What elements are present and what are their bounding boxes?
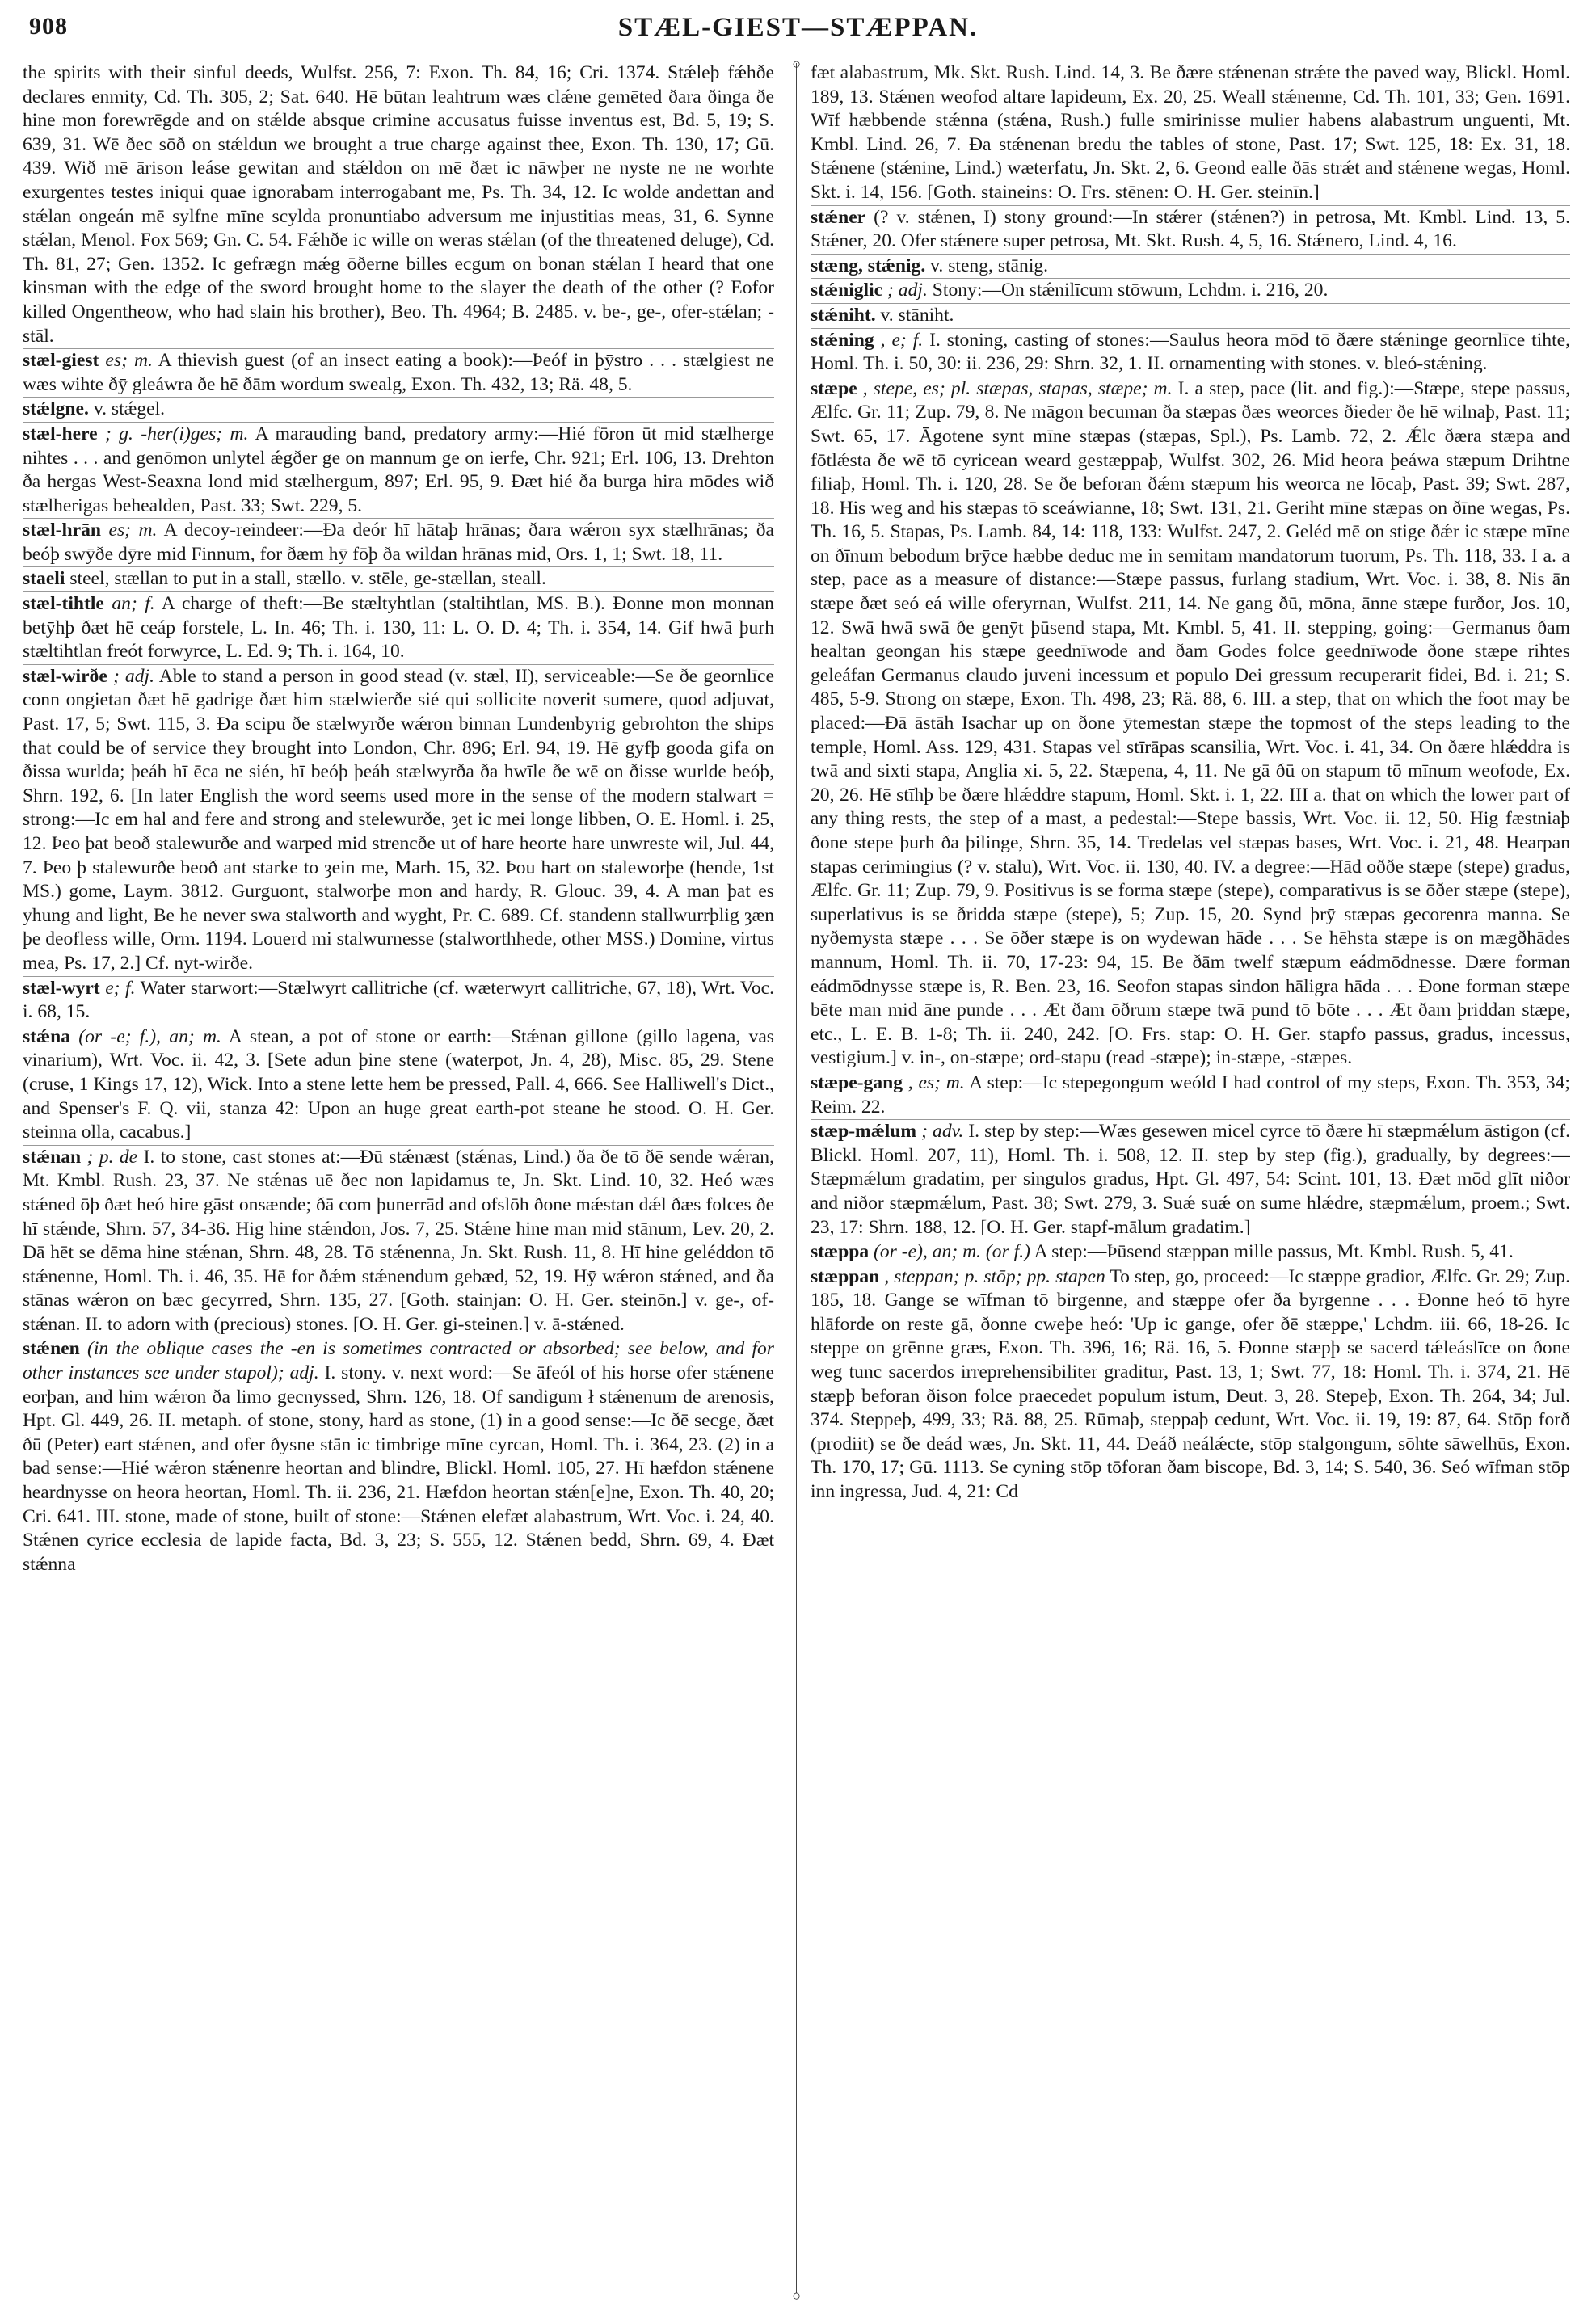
entry-headword: stæppa: [811, 1241, 870, 1263]
entry-text: A decoy-reindeer:—Ða deór hī hātaþ hrānas; ðara wǽron syx stælhrānas; ða beóþ swȳðe dȳre mid Finnum, for ðæm hȳ fōþ ða wildan hrānas mid, Ors. 1, 1; Swt. 18, 11.: [23, 520, 774, 565]
entry-headword: stæppan: [811, 1265, 880, 1287]
entry-text: (? v. stǽnen, I) stony ground:—In stǽrer (stǽnen?) in petrosa, Mt. Kmbl. Lind. 13, 5. Stǽner, 20. Ofer stǽnere super petrosa, Mt. Skt. Rush. 4, 5, 16. Stǽnero, Lind. 4, 16.: [811, 206, 1570, 252]
dictionary-entry: [23, 566, 774, 591]
running-title: STÆL-GIEST—STÆPPAN.: [617, 13, 979, 42]
entry-text: Able to stand a person in good stead (v. stæl, II), serviceable:—Se ðe geornlīce conn ongietan ðæt hē gadrige ðæt him stælwierðe sié qui sollicite noverit sumere, quod adjuvat, Past. 17, 5; Swt. 115, 3. Ða scipu ðe stælwyrðe wǽron binnan Lundenbyrig gebrohton the ships that could be of service they brought into London, Chr. 896; Erl. 94, 19. Hē gyfþ gooda gifa on ðissa wurlda; þeáh hī ēca ne sién, hī beóþ þeáh stælwyrða ða hwīle ðe wē on ðisse wurlde beóþ, Shrn. 192, 6. [In later English the word seems used more in the sense of the modern stalwart = strong:—Ic em hal and fere and strong and stelewurðe, ȝet ic mei longe libben, O. E. Homl. i. 25, 12. Þeo þat beoð stalewurðe and warped mid strencðe ut of hare heorte hare unwreste wil, Jul. 44, 7. Þeo þ stalewurðe beoð ant starke to ȝein me, Marh. 15, 32. Þou hart on staleworþe (hende, 1st MS.) gome, Laym. 3812. Gurguont, stalworþe mon and hardy, R. Glouc. 39, 4. A man þat es yhung and light, Be he never swa stalworth and wyght, Pr. C. 689. Cf. standenn stallwurrþlig ȝæn þe deofless wille, Orm. 1194. Louerd mi stalwurnesse (stalworthhede, other MSS.) Domine, virtus mea, Ps. 17, 2.] Cf. nyt-wirðe.: [23, 665, 774, 974]
entry-headword: stǽniht.: [811, 304, 876, 326]
entry-grammar: es; m.: [108, 520, 158, 541]
dictionary-entry: [23, 976, 774, 1025]
dictionary-entry: [811, 1119, 1570, 1240]
entry-text: v. stǽgel.: [93, 398, 166, 420]
entry-text: steel, stællan to put in a stall, stællo. v. stēle, ge-stællan, steall.: [69, 568, 546, 590]
column-divider: [796, 63, 797, 2293]
entry-text: I. to stone, cast stones at:—Ðū stǽnæst (stǽnas, Lind.) ða ðe tō ðē sende wǽran, Mt. Kmbl. Rush. 23, 37. Ne stǽnas uē ðec non lapidamus te, Jn. Skt. Lind. 10, 32. Heó wæs stǽned ōþ ðæt heó hire gāst onsænde; ðā com þunerrād and ofslōh ðone mǽstan dǽl ðæs folces ðe hī stǽnde, Shrn. 57, 34-36. Hig hine stǽndon, Jos. 7, 25. Stǽne hine man mid stānum, Lev. 20, 2. Ðā hēt se dēma hine stǽnan, Shrn. 48, 28. Tō stǽnenna, Jn. Skt. Rush. 11, 8. Hī hine geléddon tō stǽnenne, Homl. Th. i. 46, 35. Hē for ðǽm stǽnendum gebæd, 52, 19. Hȳ wǽron stǽned, and ða stānas wǽron on bæc gecyrred, Shrn. 135, 27. [Goth. stainjan: O. H. Ger. steinōn.] v. ge-, of-stǽnan. II. to adorn with (precious) stones. [O. H. Ger. gi-steinen.] v. ā-stǽned.: [23, 1146, 774, 1335]
dictionary-entry: [23, 1145, 774, 1337]
dictionary-entry: [23, 397, 774, 422]
entry-headword: stæng, stǽnig.: [811, 255, 926, 276]
entry-grammar: ; adj.: [112, 665, 154, 687]
dictionary-entry: [811, 303, 1570, 328]
entry-headword: staeli: [23, 568, 65, 590]
entry-text: A stean, a pot of stone or earth:—Stǽnan gillone (gillo lagena, vas vinarium), Wrt. Voc. ii. 42, 3. [Sete adun þine stene (waterpot, Jn. 4, 28), Misc. 85, 29. Stene (cruse, 1 Kings 17, 12), Wick. Into a stene lette hem be pressed, Pall. 4, 666. See Halliwell's Dict., and Spenser's F. Q. vii, stanza 42: Upon an huge great earth-pot steane he stood. O. H. Ger. steinna olla, cacabus.]: [23, 1025, 774, 1143]
entry-headword: stǽnen: [23, 1338, 80, 1360]
dictionary-entry: [23, 348, 774, 397]
entry-grammar: , e; f.: [880, 329, 924, 351]
entry-headword: stæl-hrān: [23, 520, 102, 541]
dictionary-entry: [811, 205, 1570, 254]
dictionary-entry: [23, 591, 774, 664]
entry-headword: stǽlgne.: [23, 398, 89, 420]
dictionary-entry: [811, 61, 1570, 205]
entry-grammar: , stepe, es; pl. stæpas, stapas, stæpe; m.: [862, 377, 1173, 399]
entry-text: A charge of theft:—Be stæltyhtlan (staltihtlan, MS. B.). Ðonne mon monnan betȳhþ ðæt hē ceáp forstele, L. In. 46; Th. i. 130, 11: L. O. D. 4; Th. i. 354, 14. Gif hwā þurh stæltihtlan freót forwyrce, L. Ed. 9; Th. i. 164, 10.: [23, 593, 774, 663]
dictionary-entry: [23, 518, 774, 566]
entry-grammar: , steppan; p. stōp; pp. stapen: [884, 1265, 1105, 1287]
left-column: [23, 61, 774, 2300]
entry-text: A step:—Þūsend stæppan mille passus, Mt. Kmbl. Rush. 5, 41.: [1034, 1241, 1514, 1263]
entry-grammar: e; f.: [105, 977, 136, 999]
entry-headword: stæpe: [811, 377, 857, 399]
dictionary-entry: [811, 1240, 1570, 1265]
entry-grammar: (in the oblique cases the -en is sometimes contracted or absorbed; see below, and for other instances see under stapol); adj.: [23, 1338, 774, 1384]
dictionary-entry: [23, 422, 774, 518]
entry-text: v. stāniht.: [880, 304, 954, 326]
dictionary-entry: [811, 328, 1570, 377]
entry-text: A marauding band, predatory army:—Hié fōron ūt mid stælherge nihtes . . . and genōmon unlytel ǽgðer ge on mannum ge on ierfe, Chr. 921; Erl. 106, 13. Drehton ða hergas West-Seaxna lond mid stælhergum, 897; Erl. 95, 9. Ðæt hié ða burga hira mōdes wið stælherigas behealden, Past. 33; Swt. 229, 5.: [23, 423, 774, 516]
dictionary-entry: [23, 61, 774, 348]
entry-text: I. a step, pace (lit. and fig.):—Stæpe, stepe passus, Ælfc. Gr. 11; Zup. 79, 8. Ne māgon becuman ða stæpas ðæs weorces ðieder ðe hē wilnaþ, Past. 11; Swt. 65, 17. Āgotene synt mīne stæpas (stæpas, Spl.), Ps. Lamb. 72, 2. Ǽlc ðæra stæpa and fōtlǽsta ðe wē tō cyricean weard gestæppaþ, Wulfst. 302, 26. Mid heora þeáwa stæpum Drihtne filiaþ, Homl. Th. i. 120, 28. Se ðe beforan ðǽm stæpum his weorca ne lōcaþ, Past. 39; Swt. 287, 18. His weg and his stæpas tō sceáwianne, 18; Swt. 131, 21. Geriht mīne stæpas on ðīne wegas, Ps. Th. 16, 5. Stapas, Ps. Lamb. 84, 14: 118, 133: Wulfst. 247, 2. Geléd mē on stige ðǽr ic stæpe mīne on ðīnum bebodum brȳce hæbbe deduc me in semitam mandatorum tuorum, Ps. Th. 118, 33. I a. a step, pace as a measure of distance:—Stæpe passus, furlang stadium, Wrt. Voc. i. 38, 8. Nis ān stæpe ðæt seó eá wille oferyrnan, Wulfst. 211, 14. Ne gang ðū, mōna, ānne stæpe furðor, Jos. 10, 12. Swā hwā swā ðe genȳt þūsend stapa, Mt. Kmbl. 5, 41. II. stepping, going:—Germanus ðam healtan geongan his stæpe geednīwode and ðam Godes folce geednīwode ðone stæpe rihtes geleáfan Germanus claudo juveni incessum et populo Dei gressum recuperarit fidei, Bd. i. 21; S. 485, 5-9. Strong on stæpe, Exon. Th. 498, 23; Rä. 88, 6. III. a step, that on which the foot may be placed:—Ðā āstāh Isachar up on ðone ȳtemestan stæpe the topmost of the steps leading to the temple, Homl. Ass. 129, 431. Stapas vel stīrāpas scansilia, Wrt. Voc. i. 41, 34. On ðære hlǽddra is twā and sixti stapa, Anglia xi. 5, 22. Stæpena, 4, 11. Ne gā ðū on stapum tō mīnum weofode, Ex. 20, 26. Hē stīhþ be ðære hlǽddre stapum, Homl. Skt. i. 1, 22. III a. that on which the lower part of any thing rests, the step of a mast, a pedestal:—Stepe bassis, Wrt. Voc. ii. 12, 50. Hig fæstniaþ ðone stepe þurh ða þilinge, Shrn. 35, 14. Tredelas vel stæpas bases, Wrt. Voc. i. 21, 48. Hearpan stapas cerimingius (? v. stalu), Wrt. Voc. ii. 130, 40. IV. a degree:—Hād oððe stæpe (stepe) gradus, Ælfc. Gr. 11; Zup. 79, 9. Positivus is se forma stæpe (stepe), comparativus is se ōðer stæpe (stepe), superlativus is se ðridda stæpe (stepe), 5; Zup. 15, 20. Synd þrȳ stæpas gecorenra manna. Se nyðemysta stæpe . . . Se ōðer stæpe is on wydewan hāde . . . Se hēhsta stæpe is on mægðhādes mannum, Homl. Th. ii. 70, 17-23: 94, 15. Be ðām twelf stæpum eádmōdnesse. Ðære forman eádmōdnysse stæpe is, R. Ben. 23, 16. Seofon stapas sindon hāligra hāda . . . Ðone forman stæpe bēte man mid āne punde . . . Æt ðam ōðrum stæpe twā pund tō bōte . . . Æt ðam þriddan stæpe, etc., L. E. B. 1-8; Th. ii. 240, 242. [O. Frs. stap: O. H. Ger. stapfo passus, gradus, incessus, vestigium.] v. in-, on-stæpe; ord-stapu (read -stæpe); in-stæpe, -stæpes.: [811, 377, 1570, 1069]
dictionary-entry: [811, 254, 1570, 279]
entry-text: A step:—Ic stepegongum weóld I had control of my steps, Exon. Th. 353, 34; Reim. 22.: [811, 1071, 1570, 1118]
dictionary-entry: [23, 1337, 774, 1576]
entry-text: Stony:—On stǽnilīcum stōwum, Lchdm. i. 216, 20.: [932, 280, 1329, 301]
entry-headword: stæl-wyrt: [23, 977, 100, 999]
dictionary-entry: [811, 1071, 1570, 1119]
entry-text: Water starwort:—Stælwyrt callitriche (cf. wæterwyrt callitriche, 67, 18), Wrt. Voc. i. 68, 15.: [23, 977, 774, 1023]
entry-grammar: ; p. de: [86, 1146, 138, 1168]
entry-grammar: ; g. -her(i)ges; m.: [104, 423, 249, 444]
entry-headword: stæp-mǽlum: [811, 1121, 917, 1143]
entry-text: the spirits with their sinful deeds, Wulfst. 256, 7: Exon. Th. 84, 16; Cri. 1374. Stǽleþ fǽhðe declares enmity, Cd. Th. 305, 2; Sat. 640. Hē būtan leahtrum wæs clǽne gemēted ðara ðinga ðe hine mon forewrēgde and on stǽlde absque crimine accusatus fuisse inventus est, Bd. 5, 19; S. 639, 31. Wē ðec sōð on stǽldun we brought a true charge against thee, Exon. Th. 130, 17; Gū. 439. Wið mē ārison leáse gewitan and stǽldon on mē ðæt ic nāwþer ne nyste ne ne worhte exurgentes testes iniqui quae ignorabam interrogabant me, Ps. Th. 34, 12. Ic wolde andettan and stǽlan ongeán mē sylfne mīne scylda pronuntiabo adversum me injustitias meas, 31, 6. Synne stǽlan, Menol. Fox 569; Gn. C. 54. Fǽhðe ic wille on weras stǽlan (of the threatened deluge), Cd. Th. 81, 27; Gen. 1352. Ic gefrægn mǽg ōðerne billes ecgum on bonan stǽlan I heard that one kinsman with the edge of the sword brought home to the slayer the death of the other (? Eofor killed Ongentheow, who had slain his brother), Beo. Th. 4964; B. 2485. v. be-, ge-, ofer-stǽlan; -stāl.: [23, 62, 774, 347]
entry-text: To step, go, proceed:—Ic stæppe gradior, Ælfc. Gr. 29; Zup. 185, 18. Gange se wīfman tō birgenne, and stæppe ofer ða byrgenne . . . Ðonne heó tō hyre hlāforde on reste gā, ðonne cweþe heó: 'Up ic gange, ofer ðē stæppe,' Lchdm. iii. 66, 18-26. Ic steppe on grēnne græs, Exon. Th. 396, 16; Rä. 16, 5. Ðonne stæpþ se sacerd tǽleáslīce on ðone weg tunc sacerdos irreprehensibiliter graditur, Past. 13, 1; Swt. 77, 18: Homl. Th. i. 374, 21. Hē stæpþ beforan ðison folce praecedet populum istum, Deut. 3, 28. Stepeþ, Exon. Th. 264, 34; Jul. 374. Steppeþ, 499, 33; Rä. 88, 25. Rūmaþ, steppaþ cedunt, Wrt. Voc. ii. 19, 19: 87, 64. Stōp forð (prodiit) se ðe deád wæs, Jn. Skt. 11, 44. Deáð neálǽcte, stōp stalgongum, sōhte sāwelhūs, Exon. Th. 170, 17; Gū. 1113. Se cyning stōp tōforan ðam biscope, Bd. 3, 14; S. 540, 36. Seó wīfman stōp inn ingressa, Jud. 4, 21: Cd: [811, 1265, 1570, 1503]
entry-headword: stǽning: [811, 329, 874, 351]
entry-text: I. stony. v. next word:—Se āfeól of his horse ofer stǽnene eorþan, and him wǽron ða limo gecnyssed, Shrn. 126, 18. Of sandigum ł stǽnenum de arenosis, Hpt. Gl. 449, 26. II. metaph. of stone, stony, hard as stone, (1) in a good sense:—Ic ðē secge, ðæt ðū (Peter) eart stǽnen, and ofer ðysne stān ic timbrige mīne cyrcan, Homl. Th. i. 364, 23. (2) in a bad sense:—Hié wǽron stǽnenre heortan and blindre, Blickl. Homl. 105, 27. Hī hæfdon stǽnene heardnysse on heora heortan, Homl. Th. ii. 236, 21. Hæfdon heortan stǽn[e]ne, Exon. Th. 40, 20; Cri. 641. III. stone, made of stone, built of stone:—Stǽnen elefæt alabastrum, Wrt. Voc. i. 24, 40. Stǽnen cyrice ecclesia de lapide facta, Bd. 3, 23; S. 555, 12. Stǽnen bedd, Shrn. 69, 4. Ðæt stǽnna: [23, 1362, 774, 1575]
dictionary-entry: [23, 1025, 774, 1145]
dictionary-entry: [811, 278, 1570, 303]
entry-headword: stǽnan: [23, 1146, 82, 1168]
ornament-top-icon: ○: [792, 56, 801, 72]
ornament-bottom-icon: ○: [792, 2288, 801, 2304]
entry-headword: stǽna: [23, 1025, 70, 1047]
entry-headword: stæpe-gang: [811, 1071, 903, 1093]
dictionary-entry: [23, 664, 774, 976]
entry-grammar: ; adv.: [921, 1121, 964, 1143]
entry-text: v. steng, stānig.: [930, 255, 1049, 276]
page-number: 908: [29, 13, 68, 40]
entry-grammar: (or -e), an; m. (or f.): [874, 1241, 1030, 1263]
right-column: [811, 61, 1570, 2300]
entry-text: I. stoning, casting of stones:—Saulus heora mōd tō ðære stǽninge geornlīce tihte, Homl. Th. i. 50, 30: ii. 236, 29: Shrn. 32, 1. II. ornamenting with stones. v. bleó-stǽning.: [811, 329, 1570, 375]
dictionary-entry: [811, 1265, 1570, 1505]
entry-grammar: (or -e; f.), an; m.: [78, 1025, 221, 1047]
entry-headword: stæl-wirðe: [23, 665, 107, 687]
entry-grammar: ; adj.: [887, 280, 928, 301]
entry-text: fæt alabastrum, Mk. Skt. Rush. Lind. 14, 3. Be ðære stǽnenan strǽte the paved way, Blickl. Homl. 189, 13. Stǽnen weofod altare lapideum, Ex. 20, 25. Weall stǽnenne, Cd. Th. 101, 33; Gen. 1691. Wīf hæbbende stǽnna (stǽna, Rush.) fulle smirinisse mulier habens alabastrum unguenti, Mt. Kmbl. Lind. 26, 7. Ða stǽnenan bredu the tables of stone, Past. 17; Swt. 125, 18: Ex. 31, 18. Stǽnene (stǽnine, Lind.) wæterfatu, Jn. Skt. 2, 6. Geond ealle ðās strǽt and stǽnene wegas, Homl. Skt. i. 14, 156. [Goth. staineins: O. Frs. stēnen: O. H. Ger. steinīn.]: [811, 62, 1570, 203]
entry-headword: stæl-giest: [23, 350, 99, 372]
dictionary-entry: [811, 377, 1570, 1071]
entry-text: A thievish guest (of an insect eating a book):—Þeóf in þȳstro . . . stælgiest ne wæs wihte ðȳ gleáwra ðe hē ðām wordum swealg, Exon. Th. 432, 13; Rä. 48, 5.: [23, 350, 774, 395]
entry-headword: stǽner: [811, 206, 866, 228]
entry-text: I. step by step:—Wæs gesewen micel cyrce tō ðære hī stæpmǽlum āstigon (cf. Blickl. Homl. 207, 11), Homl. Th. i. 508, 12. II. step by step (fig.), gradually, by degrees:—Stæpmǽlum gradatim, per singulos gradus, Hpt. Gl. 497, 54: Scint. 101, 13. Ðæt mōd glīt niðor and niðor stæpmǽlum, Past. 38; Swt. 279, 3. Suǽ suǽ on sume hlǽdre, stæpmǽlum, proem.; Swt. 23, 17: Shrn. 188, 12. [O. H. Ger. stapf-mālum gradatim.]: [811, 1121, 1570, 1238]
page-header: [29, 10, 1567, 45]
entry-headword: stæl-here: [23, 423, 98, 444]
entry-grammar: , es; m.: [907, 1071, 965, 1093]
entry-headword: stæl-tihtle: [23, 593, 104, 615]
entry-grammar: an; f.: [112, 593, 155, 615]
entry-grammar: es; m.: [105, 350, 153, 372]
entry-headword: stǽniglic: [811, 280, 883, 301]
